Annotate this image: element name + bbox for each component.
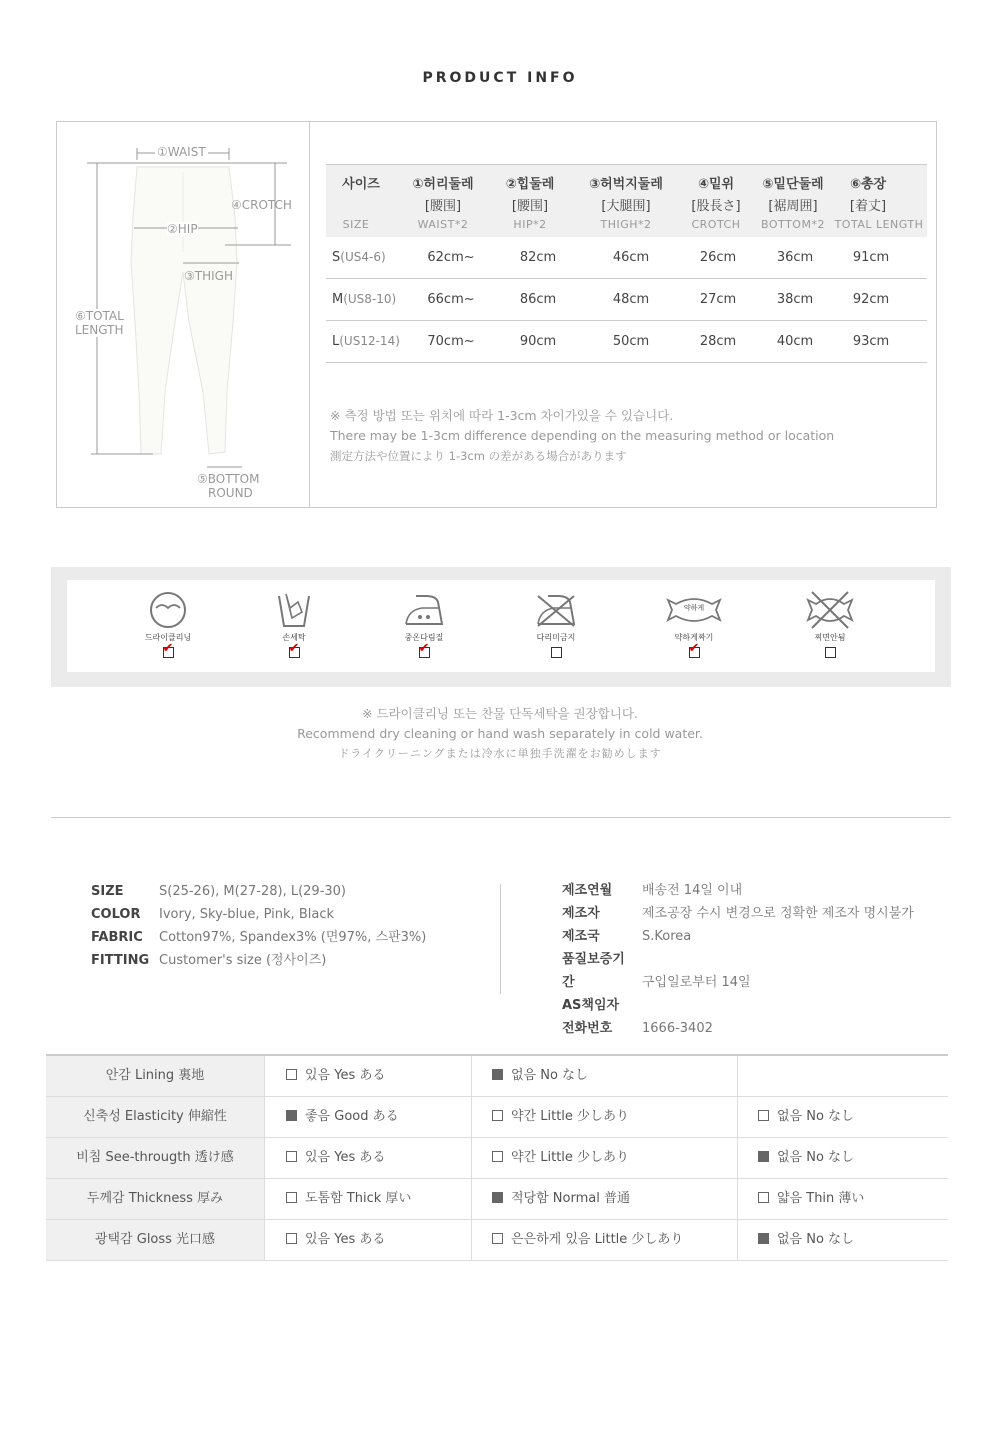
spec-fitting: FITTING Customer's size (정사이즈)	[91, 953, 327, 968]
page-title: PRODUCT INFO	[422, 70, 578, 86]
spec-manufacture-date: 제조연월 배송전 14일 이내	[562, 883, 743, 898]
care-item-iron	[389, 590, 459, 658]
check-icon: ✔	[288, 641, 300, 656]
care-checkbox[interactable]	[825, 647, 836, 658]
care-checkbox[interactable]	[288, 641, 300, 658]
feature-option[interactable]: 있음 Yes ある	[286, 1138, 385, 1178]
option-checkbox[interactable]	[286, 1151, 297, 1162]
check-icon: ✔	[688, 641, 700, 656]
feature-label: 광택감 Gloss 光口感	[46, 1220, 265, 1260]
label-thigh: ③THIGH	[184, 269, 233, 283]
measure-note-ko: ※ 측정 방법 또는 위치에 따라 1-3cm 차이가있을 수 있습니다.	[330, 408, 674, 423]
option-checkbox[interactable]	[758, 1192, 769, 1203]
care-note	[0, 704, 1000, 764]
header-hip: ②힙둘레	[505, 177, 555, 192]
header-total-jp: [着丈]	[849, 199, 887, 214]
size-row-m	[326, 279, 927, 321]
iron-medium-icon	[402, 590, 446, 630]
size-cell: L(US12-14)	[332, 334, 400, 349]
header-hip-en: HIP*2	[513, 218, 547, 231]
measurement-diagram	[57, 122, 310, 507]
care-note-en: Recommend dry cleaning or hand wash separately in cold water.	[297, 726, 703, 741]
label-total-2: LENGTH	[75, 323, 124, 337]
check-icon: ✔	[418, 641, 430, 656]
total-cell: 92cm	[852, 292, 890, 307]
wring-badge: 약하게	[683, 604, 705, 612]
feature-option[interactable]: 없음 No なし	[492, 1056, 588, 1096]
care-checkbox[interactable]	[418, 641, 430, 658]
label-waist: ①WAIST	[157, 145, 206, 159]
feature-label: 신축성 Elasticity 伸縮性	[46, 1097, 265, 1137]
feature-label: 두께감 Thickness 厚み	[46, 1179, 265, 1219]
crotch-cell: 28cm	[699, 334, 737, 349]
crotch-cell: 27cm	[699, 292, 737, 307]
label-total-1: ⑥TOTAL	[75, 309, 124, 323]
header-thigh-en: THIGH*2	[600, 218, 652, 231]
spec-warranty: 품질보증기간 구입일로부터 14일	[562, 952, 751, 990]
option-checkbox[interactable]	[286, 1233, 297, 1244]
header-waist-jp: [腰围]	[424, 199, 462, 214]
spec-as-phone: AS책임자 전화번호 1666-3402	[562, 998, 713, 1036]
hip-cell: 86cm	[519, 292, 557, 307]
size-row-l	[326, 321, 927, 363]
care-note-jp: ドライクリーニングまたは冷水に単独手洗濯をお勧めします	[338, 747, 662, 760]
measure-note	[330, 406, 834, 466]
total-cell: 93cm	[852, 334, 890, 349]
spec-size: SIZE S(25-26), M(27-28), L(29-30)	[91, 884, 346, 899]
header-thigh-jp: [大腿围]	[601, 199, 651, 214]
thigh-cell: 50cm	[612, 334, 650, 349]
measure-note-jp: 測定方法や位置により 1-3cm の差がある場合があります	[330, 449, 627, 463]
care-label: 약하게짜기	[674, 633, 714, 642]
spec-right	[562, 879, 914, 1040]
header-crotch-en: CROTCH	[691, 218, 741, 231]
size-cell: S(US4-6)	[332, 250, 386, 265]
dry-clean-icon	[148, 590, 188, 630]
feature-option[interactable]: 얇음 Thin 薄い	[758, 1179, 864, 1219]
header-size: 사이즈	[342, 177, 380, 192]
feature-option[interactable]: 약간 Little 少しあり	[492, 1138, 629, 1178]
option-checkbox[interactable]	[758, 1233, 769, 1244]
header-size-en: SIZE	[342, 218, 370, 231]
care-item-no-tumble	[795, 590, 865, 658]
label-bottom-1: ⑤BOTTOM	[197, 472, 260, 486]
option-checkbox[interactable]	[758, 1110, 769, 1121]
option-checkbox[interactable]	[758, 1151, 769, 1162]
spec-fabric: FABRIC Cotton97%, Spandex3% (면97%, 스판3%)	[91, 930, 427, 945]
feature-table	[46, 1054, 948, 1261]
feature-row-thickness	[46, 1179, 948, 1220]
waist-cell: 62cm~	[427, 250, 475, 265]
check-icon: ✔	[162, 641, 174, 656]
care-checkbox[interactable]	[162, 641, 174, 658]
care-label: 드라이클리닝	[144, 633, 192, 642]
header-bottom: ⑤밑단둘레	[762, 177, 824, 192]
thigh-cell: 46cm	[612, 250, 650, 265]
feature-row-see-through	[46, 1138, 948, 1179]
care-label: 중온다림질	[404, 633, 444, 642]
size-row-s	[326, 237, 927, 279]
feature-row-gloss	[46, 1220, 948, 1261]
label-crotch: ④CROTCH	[231, 198, 292, 212]
feature-option[interactable]: 있음 Yes ある	[286, 1056, 385, 1096]
no-iron-icon	[534, 590, 578, 630]
feature-label: 안감 Lining 裏地	[46, 1056, 265, 1096]
header-hip-jp: [腰围]	[511, 199, 549, 214]
feature-row-lining	[46, 1056, 948, 1097]
total-cell: 91cm	[852, 250, 890, 265]
feature-option[interactable]: 은은하게 있음 Little 少しあり	[492, 1220, 683, 1260]
feature-option[interactable]: 적당함 Normal 普通	[492, 1179, 630, 1219]
feature-option[interactable]: 있음 Yes ある	[286, 1220, 385, 1260]
bottom-cell: 38cm	[776, 292, 814, 307]
measure-note-en: There may be 1-3cm difference depending on the measuring method or location	[330, 428, 835, 443]
spec-manufacturer: 제조자 제조공장 수시 변경으로 정확한 제조자 명시불가	[562, 906, 914, 921]
option-checkbox[interactable]	[492, 1233, 503, 1244]
care-label: 손세탁	[282, 633, 306, 642]
divider	[51, 817, 951, 818]
feature-option[interactable]: 없음 No なし	[758, 1097, 854, 1137]
waist-cell: 66cm~	[427, 292, 475, 307]
feature-label: 비침 See-througth 透け感	[46, 1138, 265, 1178]
option-checkbox[interactable]	[492, 1110, 503, 1121]
header-total-en: TOTAL LENGTH	[834, 218, 924, 231]
option-checkbox[interactable]	[492, 1192, 503, 1203]
header-total: ⑥총장	[849, 177, 887, 192]
header-waist: ①허리둘레	[412, 177, 474, 192]
label-bottom-2: ROUND	[208, 486, 253, 500]
care-label: 다리미금지	[536, 633, 576, 642]
hand-wash-icon	[274, 590, 314, 630]
hip-cell: 90cm	[519, 334, 557, 349]
option-checkbox[interactable]	[492, 1069, 503, 1080]
spec-left	[91, 880, 426, 972]
care-item-no-iron	[521, 590, 591, 658]
option-checkbox[interactable]	[286, 1192, 297, 1203]
bottom-cell: 40cm	[776, 334, 814, 349]
feature-option[interactable]: 없음 No なし	[758, 1220, 854, 1260]
header-bottom-en: BOTTOM*2	[761, 218, 825, 231]
feature-option[interactable]: 없음 No なし	[758, 1138, 854, 1178]
label-hip: ②HIP	[167, 222, 198, 236]
header-crotch: ④밑위	[697, 177, 735, 192]
header-crotch-jp: [股長さ]	[691, 199, 741, 214]
care-note-ko: ※ 드라이클리닝 또는 찬물 단독세탁을 권장합니다.	[362, 706, 638, 721]
care-item-hand-wash	[259, 590, 329, 658]
size-table-header	[326, 164, 927, 237]
thigh-cell: 48cm	[612, 292, 650, 307]
feature-row-elasticity	[46, 1097, 948, 1138]
care-checkbox[interactable]	[688, 641, 700, 658]
option-checkbox[interactable]	[492, 1151, 503, 1162]
care-item-wring	[659, 590, 729, 658]
crotch-cell: 26cm	[699, 250, 737, 265]
option-checkbox[interactable]	[286, 1110, 297, 1121]
size-table	[326, 164, 927, 363]
spec-divider	[500, 884, 501, 994]
care-label: 찌면안됨	[814, 633, 846, 642]
spec-color: COLOR Ivory, Sky-blue, Pink, Black	[91, 907, 334, 922]
header-waist-en: WAIST*2	[417, 218, 469, 231]
waist-cell: 70cm~	[427, 334, 475, 349]
bottom-cell: 36cm	[776, 250, 814, 265]
spec-country: 제조국 S.Korea	[562, 929, 692, 944]
care-checkbox[interactable]	[551, 647, 562, 658]
size-cell: M(US8-10)	[332, 292, 397, 307]
no-tumble-icon	[806, 590, 854, 630]
feature-option[interactable]: 약간 Little 少しあり	[492, 1097, 629, 1137]
care-icons	[67, 580, 935, 672]
header-bottom-jp: [裾周囲]	[768, 199, 818, 214]
option-checkbox[interactable]	[286, 1069, 297, 1080]
hip-cell: 82cm	[519, 250, 557, 265]
care-item-dry-clean	[133, 590, 203, 658]
feature-option[interactable]: 도톰함 Thick 厚い	[286, 1179, 411, 1219]
header-thigh: ③허벅지둘레	[589, 177, 663, 192]
feature-option[interactable]: 좋음 Good ある	[286, 1097, 399, 1137]
